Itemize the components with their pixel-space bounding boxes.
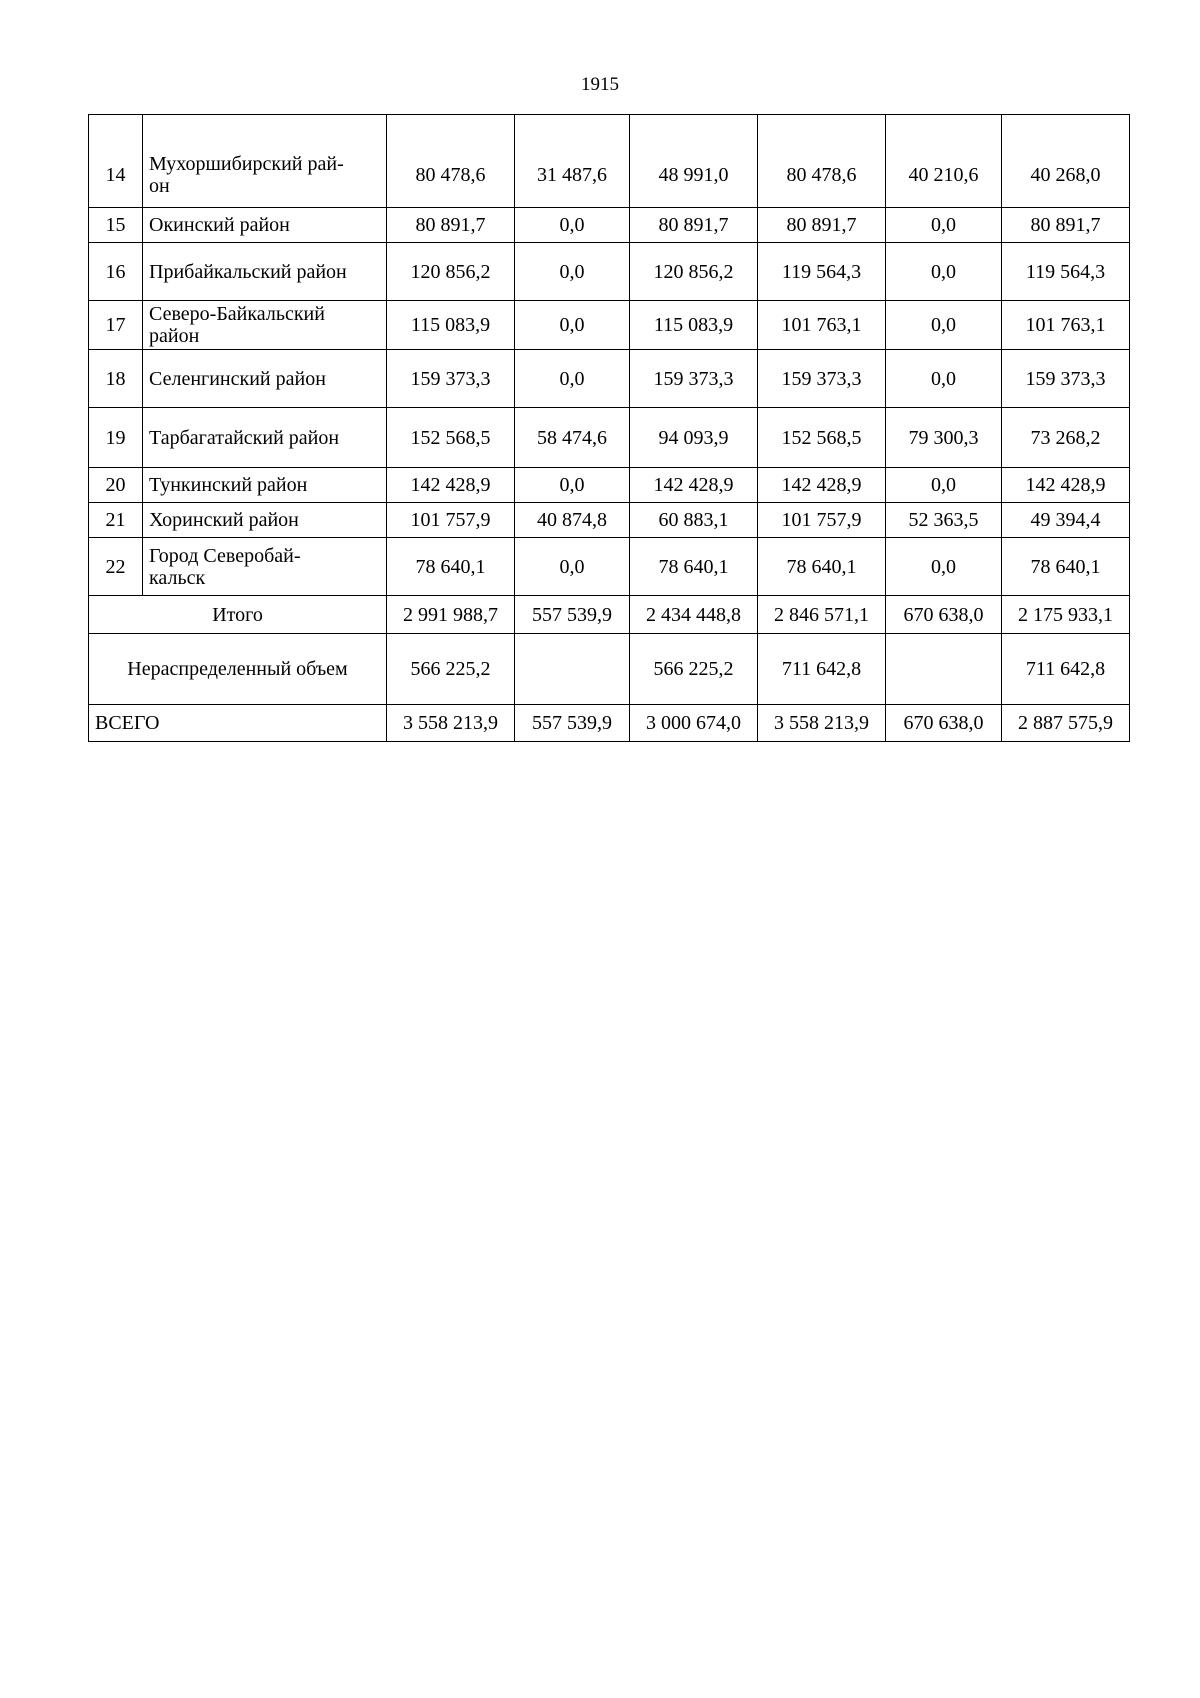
value-cell-3: 142 428,9 [630, 468, 758, 503]
value-cell-4: 2 846 571,1 [758, 596, 886, 634]
value-cell-6: 73 268,2 [1002, 408, 1130, 468]
value-cell-2: 557 539,9 [515, 596, 630, 634]
value-cell-1: 142 428,9 [387, 468, 515, 503]
table-row [89, 243, 1130, 301]
value-cell-1: 120 856,2 [387, 243, 515, 301]
value-cell-3: 94 093,9 [630, 408, 758, 468]
district-name: Тункинский район [143, 468, 387, 503]
itogo-row [89, 596, 1130, 634]
value-cell-4: 80 891,7 [758, 208, 886, 243]
value-cell-4: 142 428,9 [758, 468, 886, 503]
value-cell-3: 80 891,7 [630, 208, 758, 243]
row-index: 17 [89, 301, 143, 350]
value-cell-1: 2 991 988,7 [387, 596, 515, 634]
unallocated-row-label: Нераспределенный объем [89, 634, 387, 705]
district-name: Тарбагатайский район [143, 408, 387, 468]
row-index: 22 [89, 538, 143, 596]
value-cell-6: 49 394,4 [1002, 503, 1130, 538]
value-cell-5: 0,0 [886, 208, 1002, 243]
value-cell-6: 142 428,9 [1002, 468, 1130, 503]
value-cell-1: 566 225,2 [387, 634, 515, 705]
value-cell-5: 0,0 [886, 350, 1002, 408]
value-cell-5: 0,0 [886, 243, 1002, 301]
value-cell-6: 40 268,0 [1002, 115, 1130, 208]
district-name: Северо-Байкальский район [143, 301, 387, 350]
value-cell-6: 2 887 575,9 [1002, 705, 1130, 742]
row-index: 16 [89, 243, 143, 301]
value-cell-6: 78 640,1 [1002, 538, 1130, 596]
value-cell-2: 58 474,6 [515, 408, 630, 468]
value-cell-6: 711 642,8 [1002, 634, 1130, 705]
budget-table [88, 114, 1130, 742]
value-cell-4: 3 558 213,9 [758, 705, 886, 742]
table-row [89, 503, 1130, 538]
value-cell-3: 115 083,9 [630, 301, 758, 350]
district-name: Прибайкальский район [143, 243, 387, 301]
value-cell-5 [886, 634, 1002, 705]
value-cell-2: 0,0 [515, 301, 630, 350]
value-cell-4: 159 373,3 [758, 350, 886, 408]
value-cell-6: 159 373,3 [1002, 350, 1130, 408]
value-cell-3: 120 856,2 [630, 243, 758, 301]
value-cell-4: 80 478,6 [758, 115, 886, 208]
value-cell-4: 711 642,8 [758, 634, 886, 705]
district-name: Хоринский район [143, 503, 387, 538]
value-cell-1: 80 478,6 [387, 115, 515, 208]
district-name: Город Северобай- кальск [143, 538, 387, 596]
value-cell-5: 0,0 [886, 301, 1002, 350]
value-cell-4: 101 757,9 [758, 503, 886, 538]
table-row [89, 301, 1130, 350]
value-cell-2: 31 487,6 [515, 115, 630, 208]
unallocated-row [89, 634, 1130, 705]
value-cell-6: 2 175 933,1 [1002, 596, 1130, 634]
value-cell-3: 566 225,2 [630, 634, 758, 705]
total-row-label: ВСЕГО [89, 705, 387, 742]
row-index: 20 [89, 468, 143, 503]
value-cell-6: 101 763,1 [1002, 301, 1130, 350]
value-cell-5: 40 210,6 [886, 115, 1002, 208]
value-cell-2 [515, 634, 630, 705]
value-cell-6: 80 891,7 [1002, 208, 1130, 243]
value-cell-2: 557 539,9 [515, 705, 630, 742]
value-cell-5: 79 300,3 [886, 408, 1002, 468]
table-row [89, 350, 1130, 408]
row-index: 19 [89, 408, 143, 468]
value-cell-2: 0,0 [515, 350, 630, 408]
value-cell-2: 40 874,8 [515, 503, 630, 538]
value-cell-1: 80 891,7 [387, 208, 515, 243]
value-cell-3: 159 373,3 [630, 350, 758, 408]
value-cell-1: 159 373,3 [387, 350, 515, 408]
row-index: 14 [89, 115, 143, 208]
district-name: Мухоршибирский рай- он [143, 115, 387, 208]
page-number: 1915 [581, 74, 619, 95]
value-cell-2: 0,0 [515, 243, 630, 301]
value-cell-4: 119 564,3 [758, 243, 886, 301]
table-row [89, 115, 1130, 208]
value-cell-5: 0,0 [886, 538, 1002, 596]
row-index: 18 [89, 350, 143, 408]
value-cell-2: 0,0 [515, 208, 630, 243]
district-name: Селенгинский район [143, 350, 387, 408]
value-cell-1: 101 757,9 [387, 503, 515, 538]
value-cell-4: 152 568,5 [758, 408, 886, 468]
value-cell-1: 78 640,1 [387, 538, 515, 596]
table-row [89, 468, 1130, 503]
value-cell-5: 0,0 [886, 468, 1002, 503]
value-cell-4: 101 763,1 [758, 301, 886, 350]
value-cell-3: 2 434 448,8 [630, 596, 758, 634]
value-cell-5: 670 638,0 [886, 596, 1002, 634]
row-index: 21 [89, 503, 143, 538]
table-row [89, 208, 1130, 243]
value-cell-2: 0,0 [515, 538, 630, 596]
value-cell-2: 0,0 [515, 468, 630, 503]
table-row [89, 408, 1130, 468]
value-cell-3: 3 000 674,0 [630, 705, 758, 742]
value-cell-5: 52 363,5 [886, 503, 1002, 538]
value-cell-3: 60 883,1 [630, 503, 758, 538]
row-index: 15 [89, 208, 143, 243]
total-row [89, 705, 1130, 742]
value-cell-3: 48 991,0 [630, 115, 758, 208]
district-name: Окинский район [143, 208, 387, 243]
value-cell-1: 3 558 213,9 [387, 705, 515, 742]
value-cell-5: 670 638,0 [886, 705, 1002, 742]
table-row [89, 538, 1130, 596]
itogo-row-label: Итого [89, 596, 387, 634]
value-cell-4: 78 640,1 [758, 538, 886, 596]
value-cell-6: 119 564,3 [1002, 243, 1130, 301]
value-cell-1: 152 568,5 [387, 408, 515, 468]
value-cell-3: 78 640,1 [630, 538, 758, 596]
value-cell-1: 115 083,9 [387, 301, 515, 350]
